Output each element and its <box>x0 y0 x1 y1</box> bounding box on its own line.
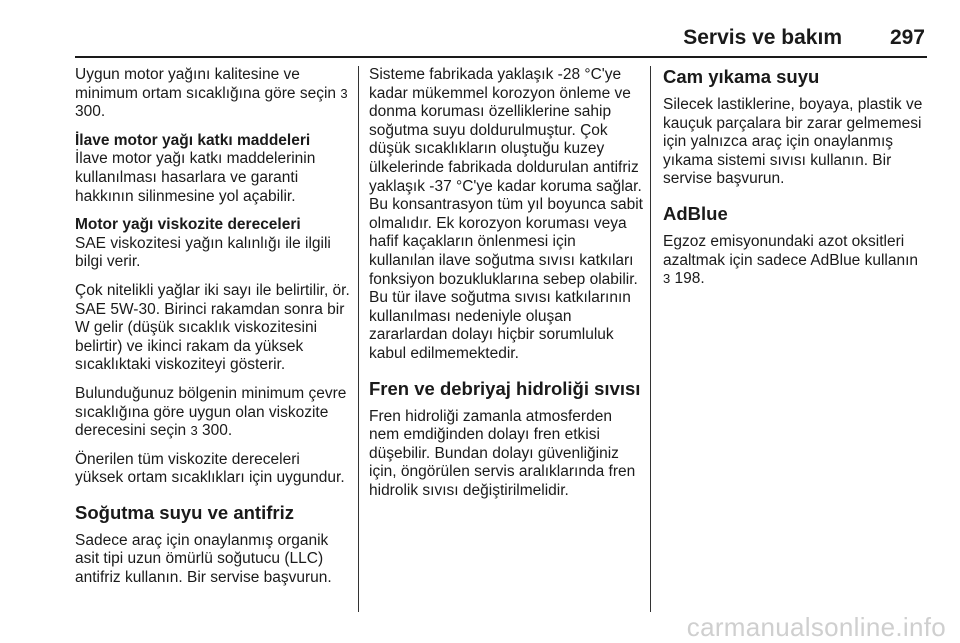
oil-selection-text: Uygun motor yağını kalitesine ve minimum ortam sıcaklığına göre seçin <box>75 66 341 102</box>
watermark: carmanualsonline.info <box>686 612 946 642</box>
column-divider-right <box>650 66 651 612</box>
column-divider-left <box>358 66 359 612</box>
page-reference-link[interactable]: 300. <box>75 103 106 121</box>
column-middle <box>369 66 643 510</box>
paragraph-coolant: Sadece araç için onaylanmış organik asit tipi uzun ömürlü soğutucu (LLC) antifriz kullanın. Bir servise başvurun. <box>75 531 332 587</box>
paragraph-oil-selection <box>75 66 351 122</box>
paragraph-viscosity-region <box>75 385 351 441</box>
paragraph-washer-fluid: Silecek lastiklerine, boyaya, plastik ve kauçuk parçalara bir zarar gelmemesi için yalnızca araç için onaylanmış yıkama sistemi sıvısı kullanın. Bir servise başvurun. <box>663 96 923 188</box>
paragraph-viscosity-recommended: Önerilen tüm viskozite dereceleri yüksek ortam sıcaklıkları için uygundur. <box>75 450 345 487</box>
section-title: Servis ve bakım <box>683 26 842 49</box>
heading-oil-viscosity: Motor yağı viskozite dereceleri <box>75 216 301 234</box>
page-reference-link[interactable]: 300. <box>202 422 233 440</box>
heading-coolant: Soğutma suyu ve antifriz <box>75 501 294 523</box>
paragraph-brake-fluid: Fren hidroliği zamanla atmosferden nem emdiğinden dolayı fren etkisi düşebilir. Bundan dolayı güvenliğiniz için, öngörülen servis aralıklarında fren hidrolik sıvısı değiştirilmelidir. <box>369 407 636 499</box>
heading-washer-fluid: Cam yıkama suyu <box>663 66 820 87</box>
heading-adblue: AdBlue <box>663 202 728 224</box>
ref-arrow-icon: 3 <box>190 423 198 439</box>
column-left <box>75 66 351 598</box>
paragraph-viscosity-multigrade: Çok nitelikli yağlar iki sayı ile belirtilir, ör. SAE 5W-30. Birinci rakamdan sonra bir W gelir (düşük sıcaklık viskozitesini belirtir) ve ikinci rakam da yüksek sıcaklıktaki viskoziteyi gösterir. <box>75 281 350 374</box>
header-divider <box>75 56 927 58</box>
ref-arrow-icon: 3 <box>340 85 348 101</box>
paragraph-oil-additives: İlave motor yağı katkı maddelerinin kullanılması hasarlara ve garanti hakkının silinmesine yol açabilir. <box>75 150 316 205</box>
paragraph-adblue <box>663 233 933 289</box>
paragraph-antifreeze: Sisteme fabrikada yaklaşık -28 °C'ye kadar mükemmel korozyon önleme ve donma koruması özelliklerine sahip soğutma suyu doldurulmuştur. Çok düşük sıcaklıkların oluştuğu kuzey ülkelerinde fabrikada doldurulan antifriz yaklaşık -37 °C'ye kadar koruma sağlar. Bu konsantrasyon tüm yıl boyunca sabit olmalıdır. Ek korozyon koruması veya hafif kaçakların önlenmesi için kullanılan ilave soğutma sıvısı katkıları fonksiyon bozukluklarına sebep olabilir. Bu tür ilave soğutma sıvısı katkılarının kullanılması nedeniyle oluşan zararlardan dolayı hiçbir sorumluluk kabul edilmemektedir. <box>369 66 643 362</box>
heading-oil-additives: İlave motor yağı katkı maddeleri <box>75 131 311 149</box>
column-right <box>663 66 933 299</box>
ref-arrow-icon: 3 <box>663 271 671 287</box>
heading-brake-fluid: Fren ve debriyaj hidroliği sıvısı <box>369 377 641 399</box>
adblue-text: Egzoz emisyonundaki azot oksitleri azaltmak için sadece AdBlue kullanın <box>663 232 919 269</box>
viscosity-region-text: Bulunduğunuz bölgenin minimum çevre sıcaklığına göre uygun olan viskozite derecesini seçin <box>75 384 347 440</box>
page-number: 297 <box>889 26 925 49</box>
paragraph-viscosity-sae: SAE viskozitesi yağın kalınlığı ile ilgili bilgi verir. <box>75 234 331 271</box>
page-reference-link[interactable]: 198. <box>674 270 705 288</box>
